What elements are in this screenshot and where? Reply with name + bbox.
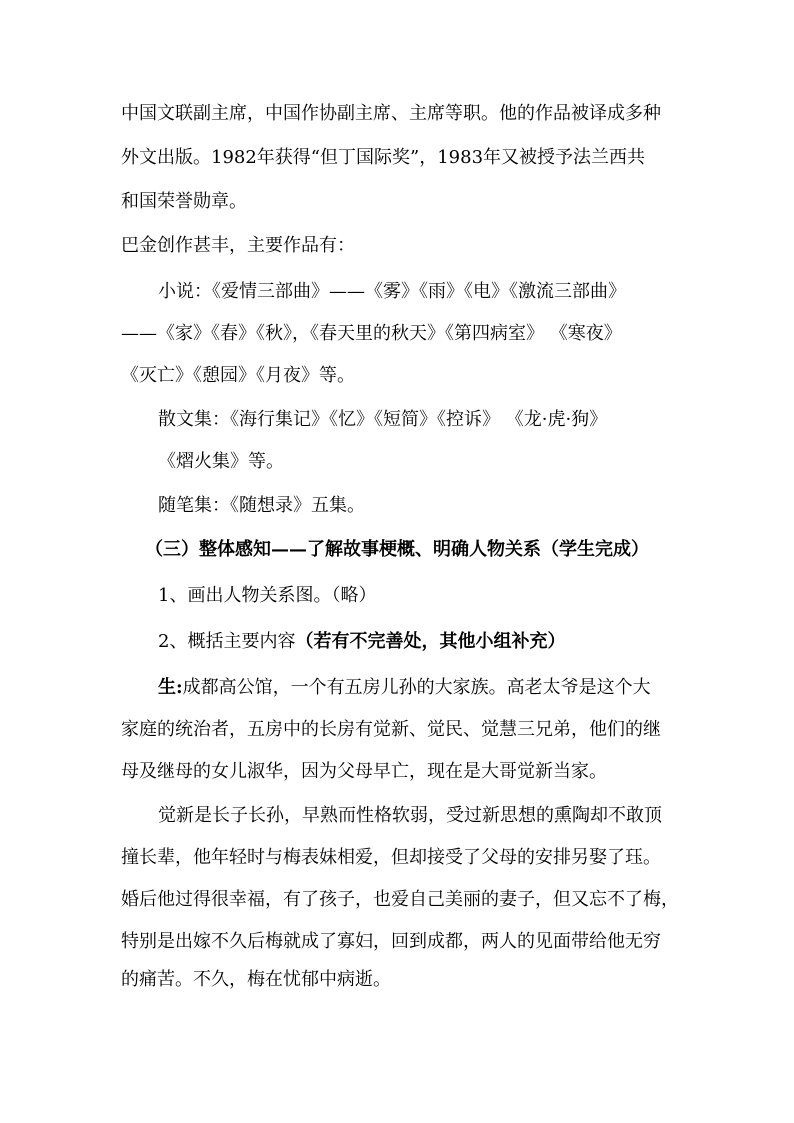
student-label: 生:: [158, 677, 183, 698]
juexin-line-3: 婚后他过得很幸福，有了孩子，也爱自己美丽的妻子，但又忘不了梅，: [121, 889, 679, 910]
juexin-line-4: 特别是出嫁不久后梅就成了寡妇，回到成都，两人的见面带给他无穷: [121, 931, 661, 952]
novels-line-2: ——《家》《春》《秋》，《春天里的秋天》《第四病室》 《寒夜》: [121, 323, 622, 344]
novels-line-1: 小说：《爱情三部曲》——《雾》《雨》《电》《激流三部曲》: [158, 281, 626, 302]
juexin-line-2: 撞长辈，他年轻时与梅表妹相爱，但却接受了父母的安排另娶了珏。: [121, 847, 661, 868]
task-2: [158, 630, 565, 654]
notes-line: 随笔集：《随想录》五集。: [158, 495, 365, 516]
bio-line-3: 和国荣誉勋章。: [121, 191, 247, 212]
summary-line-2: 家庭的统治者，五房中的长房有觉新、觉民、觉慧三兄弟，他们的继: [121, 719, 661, 740]
essays-line-1: 散文集：《海行集记》《忆》《短简》《控诉》 《龙·虎·狗》: [158, 409, 608, 430]
works-intro: 巴金创作甚丰，主要作品有：: [121, 235, 355, 256]
juexin-line-5: 的痛苦。不久，梅在忧郁中病逝。: [121, 969, 391, 990]
bio-line-1: 中国文联副主席，中国作协副主席、主席等职。他的作品被译成多种: [121, 103, 661, 124]
summary-line-3: 母及继母的女儿淑华，因为父母早亡，现在是大哥觉新当家。: [121, 761, 607, 782]
summary-line-1: [158, 676, 651, 700]
task-2-text: 2、概括主要内容: [158, 631, 296, 652]
juexin-line-1: 觉新是长子长孙，早熟而性格软弱，受过新思想的熏陶却不敢顶: [158, 805, 662, 826]
essays-line-2: 《熠火集》等。: [158, 451, 284, 472]
task-2-note: （若有不完善处，其他小组补充）: [295, 631, 566, 652]
section-heading: （三）整体感知——了解故事梗概、明确人物关系（学生完成）: [145, 539, 649, 560]
novels-line-3: 《灭亡》《憩园》《月夜》等。: [121, 365, 355, 386]
task-1: 1、画出人物关系图。（略）: [158, 585, 377, 606]
summary-text-1: 成都高公馆，一个有五房儿孙的大家族。高老太爷是这个大: [182, 677, 651, 698]
bio-line-2: 外文出版。1982年获得“但丁国际奖”，1983年又被授予法兰西共: [121, 147, 646, 168]
